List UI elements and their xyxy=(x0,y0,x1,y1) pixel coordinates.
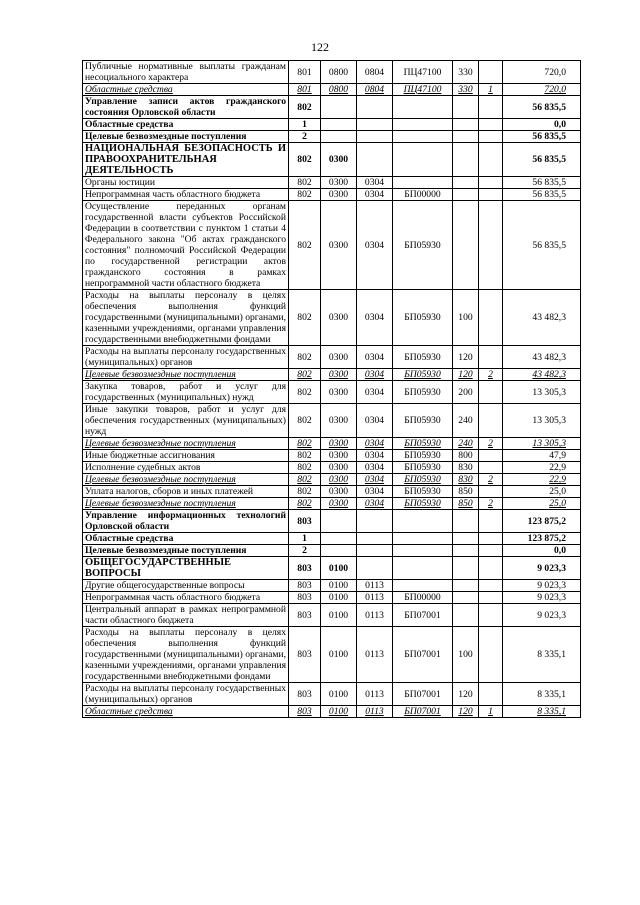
page-number: 122 xyxy=(311,40,329,54)
expense-type-cell xyxy=(453,545,479,557)
admin-code-cell: 802 xyxy=(289,450,321,462)
expense-type-cell: 120 xyxy=(453,683,479,706)
table-row xyxy=(83,498,581,510)
subsection-code-cell xyxy=(357,119,393,131)
table-row xyxy=(83,346,581,369)
subsection-code-cell: 0113 xyxy=(357,580,393,592)
target-article-cell xyxy=(393,119,453,131)
expense-type-cell xyxy=(453,604,479,627)
admin-code-cell: 803 xyxy=(289,510,321,533)
target-article-cell: БП05930 xyxy=(393,474,453,486)
admin-code-cell: 803 xyxy=(289,706,321,718)
admin-code-cell: 802 xyxy=(289,404,321,438)
subsection-code-cell: 0304 xyxy=(357,438,393,450)
target-article-cell: БП05930 xyxy=(393,290,453,346)
table-row xyxy=(83,61,581,84)
table-row xyxy=(83,450,581,462)
expense-type-cell: 850 xyxy=(453,486,479,498)
subsection-code-cell: 0113 xyxy=(357,592,393,604)
admin-code-cell: 803 xyxy=(289,683,321,706)
subsection-code-cell: 0113 xyxy=(357,627,393,683)
funding-source-cell: 1 xyxy=(479,84,503,96)
funding-source-cell xyxy=(479,119,503,131)
target-article-cell: ПЦ47100 xyxy=(393,61,453,84)
section-code-cell: 0800 xyxy=(321,61,357,84)
expense-type-cell: 830 xyxy=(453,474,479,486)
section-code-cell: 0300 xyxy=(321,381,357,404)
expense-type-cell: 330 xyxy=(453,61,479,84)
funding-source-cell xyxy=(479,592,503,604)
table-row xyxy=(83,592,581,604)
amount-cell: 9 023,3 xyxy=(503,580,581,592)
row-name-cell: Исполнение судебных актов xyxy=(83,462,289,474)
expense-type-cell xyxy=(453,510,479,533)
funding-source-cell xyxy=(479,131,503,143)
section-code-cell: 0300 xyxy=(321,346,357,369)
admin-code-cell: 802 xyxy=(289,498,321,510)
table-row xyxy=(83,438,581,450)
row-name-cell: Непрограммная часть областного бюджета xyxy=(83,592,289,604)
admin-code-cell: 801 xyxy=(289,61,321,84)
admin-code-cell: 802 xyxy=(289,177,321,189)
amount-cell: 8 335,1 xyxy=(503,683,581,706)
section-code-cell: 0300 xyxy=(321,498,357,510)
table-row xyxy=(83,706,581,718)
target-article-cell xyxy=(393,580,453,592)
funding-source-cell xyxy=(479,604,503,627)
subsection-code-cell xyxy=(357,545,393,557)
section-code-cell: 0300 xyxy=(321,201,357,290)
admin-code-cell: 2 xyxy=(289,131,321,143)
table-row xyxy=(83,627,581,683)
funding-source-cell xyxy=(479,486,503,498)
section-code-cell: 0100 xyxy=(321,592,357,604)
target-article-cell xyxy=(393,177,453,189)
subsection-code-cell: 0304 xyxy=(357,189,393,201)
admin-code-cell: 802 xyxy=(289,290,321,346)
funding-source-cell xyxy=(479,450,503,462)
expense-type-cell: 240 xyxy=(453,438,479,450)
section-code-cell: 0300 xyxy=(321,177,357,189)
amount-cell: 9 023,3 xyxy=(503,592,581,604)
section-code-cell: 0300 xyxy=(321,404,357,438)
section-code-cell: 0300 xyxy=(321,462,357,474)
subsection-code-cell xyxy=(357,533,393,545)
admin-code-cell: 2 xyxy=(289,545,321,557)
funding-source-cell xyxy=(479,683,503,706)
funding-source-cell xyxy=(479,557,503,580)
amount-cell: 9 023,3 xyxy=(503,604,581,627)
row-name-cell: Целевые безвозмездные поступления xyxy=(83,369,289,381)
funding-source-cell xyxy=(479,189,503,201)
expense-type-cell: 850 xyxy=(453,498,479,510)
expense-type-cell xyxy=(453,119,479,131)
amount-cell: 56 835,5 xyxy=(503,131,581,143)
table-row xyxy=(83,533,581,545)
admin-code-cell: 803 xyxy=(289,580,321,592)
subsection-code-cell: 0304 xyxy=(357,369,393,381)
section-code-cell: 0100 xyxy=(321,557,357,580)
amount-cell: 13 305,3 xyxy=(503,381,581,404)
expense-type-cell: 120 xyxy=(453,369,479,381)
table-row xyxy=(83,545,581,557)
row-name-cell: Целевые безвозмездные поступления xyxy=(83,498,289,510)
funding-source-cell xyxy=(479,61,503,84)
funding-source-cell: 2 xyxy=(479,438,503,450)
table-row xyxy=(83,510,581,533)
row-name-cell: Целевые безвозмездные поступления xyxy=(83,545,289,557)
expense-type-cell: 100 xyxy=(453,290,479,346)
amount-cell: 123 875,2 xyxy=(503,533,581,545)
row-name-cell: Органы юстиции xyxy=(83,177,289,189)
amount-cell: 56 835,5 xyxy=(503,177,581,189)
section-code-cell xyxy=(321,119,357,131)
expense-type-cell xyxy=(453,96,479,119)
subsection-code-cell: 0113 xyxy=(357,706,393,718)
subsection-code-cell: 0304 xyxy=(357,450,393,462)
amount-cell: 22,9 xyxy=(503,474,581,486)
funding-source-cell xyxy=(479,462,503,474)
expense-type-cell: 330 xyxy=(453,84,479,96)
subsection-code-cell: 0304 xyxy=(357,474,393,486)
target-article-cell: БП00000 xyxy=(393,592,453,604)
admin-code-cell: 802 xyxy=(289,346,321,369)
section-code-cell: 0300 xyxy=(321,438,357,450)
target-article-cell: ПЦ47100 xyxy=(393,84,453,96)
table-row xyxy=(83,462,581,474)
table-row xyxy=(83,580,581,592)
funding-source-cell xyxy=(479,545,503,557)
table-row xyxy=(83,474,581,486)
target-article-cell: БП05930 xyxy=(393,381,453,404)
amount-cell: 43 482,3 xyxy=(503,369,581,381)
expense-type-cell xyxy=(453,533,479,545)
section-code-cell xyxy=(321,96,357,119)
section-code-cell: 0300 xyxy=(321,369,357,381)
expense-type-cell xyxy=(453,189,479,201)
target-article-cell: БП05930 xyxy=(393,346,453,369)
row-name-cell: Иные бюджетные ассигнования xyxy=(83,450,289,462)
section-code-cell: 0100 xyxy=(321,683,357,706)
amount-cell: 720,0 xyxy=(503,61,581,84)
expense-type-cell: 830 xyxy=(453,462,479,474)
table-row xyxy=(83,604,581,627)
expense-type-cell xyxy=(453,580,479,592)
amount-cell: 0,0 xyxy=(503,545,581,557)
table-row xyxy=(83,131,581,143)
row-name-cell: ОБЩЕГОСУДАРСТВЕННЫЕ ВОПРОСЫ xyxy=(83,557,289,580)
expense-type-cell xyxy=(453,177,479,189)
row-name-cell: Расходы на выплаты персоналу государственных (муниципальных) органов xyxy=(83,683,289,706)
target-article-cell: БП05930 xyxy=(393,462,453,474)
target-article-cell: БП05930 xyxy=(393,438,453,450)
table-row xyxy=(83,84,581,96)
funding-source-cell xyxy=(479,404,503,438)
row-name-cell: Областные средства xyxy=(83,119,289,131)
admin-code-cell: 802 xyxy=(289,201,321,290)
amount-cell: 0,0 xyxy=(503,119,581,131)
table-row xyxy=(83,96,581,119)
row-name-cell: Управление записи актов гражданского состояния Орловской области xyxy=(83,96,289,119)
funding-source-cell xyxy=(479,96,503,119)
admin-code-cell: 803 xyxy=(289,627,321,683)
admin-code-cell: 802 xyxy=(289,462,321,474)
expense-type-cell: 120 xyxy=(453,346,479,369)
row-name-cell: Осуществление переданных органам государственной власти субъектов Российской Федерации в соответствии с пунктом 1 статьи 4 Федерального закона "Об актах гражданского состояния" полномочий Российской Федерации по государственной регистрации актов гражданского состояния в рамках непрограммной части областного бюджета xyxy=(83,201,289,290)
expense-type-cell xyxy=(453,143,479,177)
admin-code-cell: 802 xyxy=(289,96,321,119)
amount-cell: 43 482,3 xyxy=(503,290,581,346)
funding-source-cell xyxy=(479,290,503,346)
section-code-cell xyxy=(321,510,357,533)
target-article-cell: БП05930 xyxy=(393,498,453,510)
section-code-cell: 0100 xyxy=(321,706,357,718)
funding-source-cell xyxy=(479,346,503,369)
amount-cell: 56 835,5 xyxy=(503,96,581,119)
subsection-code-cell xyxy=(357,510,393,533)
admin-code-cell: 801 xyxy=(289,84,321,96)
funding-source-cell xyxy=(479,533,503,545)
row-name-cell: Другие общегосударственные вопросы xyxy=(83,580,289,592)
admin-code-cell: 803 xyxy=(289,557,321,580)
table-row xyxy=(83,683,581,706)
subsection-code-cell: 0304 xyxy=(357,346,393,369)
funding-source-cell xyxy=(479,627,503,683)
admin-code-cell: 802 xyxy=(289,143,321,177)
table-row xyxy=(83,189,581,201)
admin-code-cell: 802 xyxy=(289,486,321,498)
row-name-cell: Расходы на выплаты персоналу в целях обеспечения выполнения функций государственными (муниципальными) органами, казенными учреждениями, органами управления государственными внебюджетными фондами xyxy=(83,627,289,683)
section-code-cell: 0300 xyxy=(321,486,357,498)
row-name-cell: Публичные нормативные выплаты гражданам несоциального характера xyxy=(83,61,289,84)
section-code-cell: 0300 xyxy=(321,143,357,177)
target-article-cell xyxy=(393,96,453,119)
admin-code-cell: 803 xyxy=(289,592,321,604)
row-name-cell: Расходы на выплаты персоналу в целях обеспечения выполнения функций государственными (муниципальными) органами, казенными учреждениями, органами управления государственными внебюджетными фондами xyxy=(83,290,289,346)
amount-cell: 8 335,1 xyxy=(503,627,581,683)
section-code-cell xyxy=(321,131,357,143)
funding-source-cell: 2 xyxy=(479,498,503,510)
row-name-cell: НАЦИОНАЛЬНАЯ БЕЗОПАСНОСТЬ И ПРАВООХРАНИТЕЛЬНАЯ ДЕЯТЕЛЬНОСТЬ xyxy=(83,143,289,177)
table-row xyxy=(83,557,581,580)
subsection-code-cell: 0304 xyxy=(357,201,393,290)
target-article-cell: БП05930 xyxy=(393,201,453,290)
section-code-cell: 0100 xyxy=(321,604,357,627)
target-article-cell xyxy=(393,143,453,177)
subsection-code-cell: 0804 xyxy=(357,84,393,96)
row-name-cell: Областные средства xyxy=(83,84,289,96)
amount-cell: 56 835,5 xyxy=(503,143,581,177)
amount-cell: 56 835,5 xyxy=(503,189,581,201)
expense-type-cell xyxy=(453,592,479,604)
expense-type-cell xyxy=(453,557,479,580)
funding-source-cell xyxy=(479,201,503,290)
subsection-code-cell: 0304 xyxy=(357,404,393,438)
subsection-code-cell: 0304 xyxy=(357,462,393,474)
amount-cell: 25,0 xyxy=(503,486,581,498)
row-name-cell: Целевые безвозмездные поступления xyxy=(83,474,289,486)
subsection-code-cell xyxy=(357,557,393,580)
section-code-cell: 0300 xyxy=(321,189,357,201)
target-article-cell: БП05930 xyxy=(393,404,453,438)
target-article-cell: БП00000 xyxy=(393,189,453,201)
subsection-code-cell: 0304 xyxy=(357,381,393,404)
row-name-cell: Управление информационных технологий Орловской области xyxy=(83,510,289,533)
table-row xyxy=(83,119,581,131)
expense-type-cell: 120 xyxy=(453,706,479,718)
amount-cell: 9 023,3 xyxy=(503,557,581,580)
subsection-code-cell: 0113 xyxy=(357,604,393,627)
amount-cell: 123 875,2 xyxy=(503,510,581,533)
amount-cell: 22,9 xyxy=(503,462,581,474)
target-article-cell xyxy=(393,510,453,533)
subsection-code-cell: 0304 xyxy=(357,486,393,498)
table-row xyxy=(83,381,581,404)
table-row xyxy=(83,143,581,177)
funding-source-cell: 2 xyxy=(479,369,503,381)
funding-source-cell: 2 xyxy=(479,474,503,486)
funding-source-cell xyxy=(479,177,503,189)
target-article-cell xyxy=(393,533,453,545)
section-code-cell: 0100 xyxy=(321,580,357,592)
funding-source-cell xyxy=(479,143,503,177)
row-name-cell: Расходы на выплаты персоналу государственных (муниципальных) органов xyxy=(83,346,289,369)
subsection-code-cell xyxy=(357,143,393,177)
expense-type-cell xyxy=(453,131,479,143)
section-code-cell: 0100 xyxy=(321,627,357,683)
subsection-code-cell: 0304 xyxy=(357,290,393,346)
amount-cell: 13 305,3 xyxy=(503,438,581,450)
amount-cell: 13 305,3 xyxy=(503,404,581,438)
subsection-code-cell xyxy=(357,131,393,143)
target-article-cell xyxy=(393,557,453,580)
target-article-cell xyxy=(393,545,453,557)
target-article-cell: БП05930 xyxy=(393,450,453,462)
admin-code-cell: 802 xyxy=(289,438,321,450)
target-article-cell: БП05930 xyxy=(393,369,453,381)
target-article-cell: БП07001 xyxy=(393,604,453,627)
target-article-cell: БП07001 xyxy=(393,683,453,706)
subsection-code-cell: 0304 xyxy=(357,498,393,510)
target-article-cell: БП07001 xyxy=(393,627,453,683)
section-code-cell xyxy=(321,545,357,557)
subsection-code-cell xyxy=(357,96,393,119)
target-article-cell: БП05930 xyxy=(393,486,453,498)
funding-source-cell xyxy=(479,510,503,533)
target-article-cell: БП07001 xyxy=(393,706,453,718)
subsection-code-cell: 0113 xyxy=(357,683,393,706)
section-code-cell: 0800 xyxy=(321,84,357,96)
expense-type-cell xyxy=(453,201,479,290)
amount-cell: 8 335,1 xyxy=(503,706,581,718)
admin-code-cell: 802 xyxy=(289,369,321,381)
row-name-cell: Целевые безвозмездные поступления xyxy=(83,131,289,143)
row-name-cell: Закупка товаров, работ и услуг для государственных (муниципальных) нужд xyxy=(83,381,289,404)
section-code-cell: 0300 xyxy=(321,450,357,462)
amount-cell: 56 835,5 xyxy=(503,201,581,290)
expense-type-cell: 200 xyxy=(453,381,479,404)
table-row xyxy=(83,177,581,189)
row-name-cell: Уплата налогов, сборов и иных платежей xyxy=(83,486,289,498)
amount-cell: 25,0 xyxy=(503,498,581,510)
amount-cell: 47,9 xyxy=(503,450,581,462)
row-name-cell: Иные закупки товаров, работ и услуг для обеспечения государственных (муниципальных) нужд xyxy=(83,404,289,438)
expense-type-cell: 100 xyxy=(453,627,479,683)
subsection-code-cell: 0304 xyxy=(357,177,393,189)
funding-source-cell: 1 xyxy=(479,706,503,718)
table-row xyxy=(83,201,581,290)
admin-code-cell: 802 xyxy=(289,474,321,486)
row-name-cell: Центральный аппарат в рамках непрограммной части областного бюджета xyxy=(83,604,289,627)
table-row xyxy=(83,404,581,438)
expense-type-cell: 240 xyxy=(453,404,479,438)
row-name-cell: Непрограммная часть областного бюджета xyxy=(83,189,289,201)
amount-cell: 720,0 xyxy=(503,84,581,96)
table-row xyxy=(83,369,581,381)
section-code-cell xyxy=(321,533,357,545)
table-row xyxy=(83,290,581,346)
section-code-cell: 0300 xyxy=(321,290,357,346)
target-article-cell xyxy=(393,131,453,143)
expense-type-cell: 800 xyxy=(453,450,479,462)
budget-table xyxy=(82,60,581,718)
admin-code-cell: 1 xyxy=(289,119,321,131)
table-row xyxy=(83,486,581,498)
admin-code-cell: 802 xyxy=(289,381,321,404)
admin-code-cell: 803 xyxy=(289,604,321,627)
row-name-cell: Областные средства xyxy=(83,706,289,718)
section-code-cell: 0300 xyxy=(321,474,357,486)
funding-source-cell xyxy=(479,580,503,592)
admin-code-cell: 802 xyxy=(289,189,321,201)
row-name-cell: Областные средства xyxy=(83,533,289,545)
admin-code-cell: 1 xyxy=(289,533,321,545)
amount-cell: 43 482,3 xyxy=(503,346,581,369)
subsection-code-cell: 0804 xyxy=(357,61,393,84)
funding-source-cell xyxy=(479,381,503,404)
row-name-cell: Целевые безвозмездные поступления xyxy=(83,438,289,450)
